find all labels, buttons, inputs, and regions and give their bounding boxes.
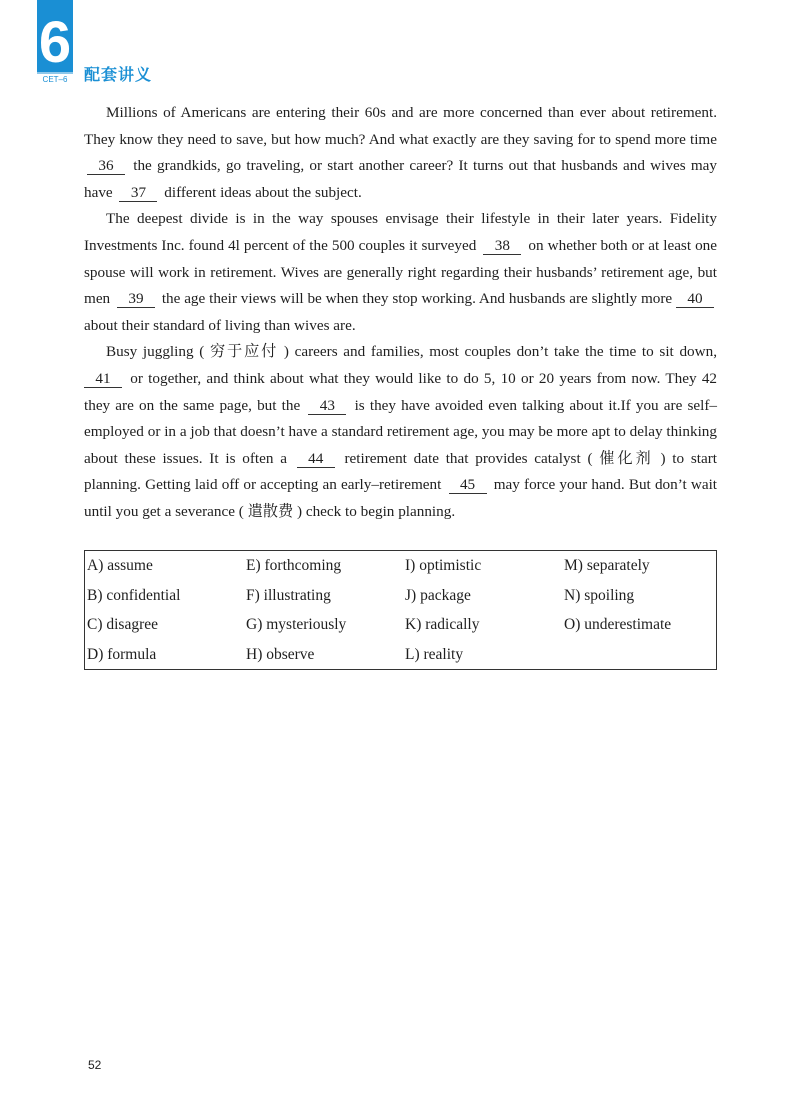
text-run: on whether both or at least one spouse will work in retirement. Wives are generally right regarding their husbands’ retirement age, but men	[84, 236, 718, 308]
text-run: may force your hand. But don’t wait until you get a severance ( 遣散费 ) check to begin planning.	[84, 476, 718, 520]
paragraph-2	[84, 206, 717, 339]
option-n: N) spoiling	[564, 586, 635, 604]
blank-36: 36	[87, 158, 125, 175]
blank-39: 39	[117, 291, 155, 308]
option-empty	[562, 640, 716, 670]
passage	[84, 100, 717, 526]
text-run: The deepest divide is in the way spouses envisage their lifestyle in their later years. Fidelity Investments Inc. found 4l percent of the 500 couples it surveyed	[84, 210, 717, 254]
blank-44: 44	[297, 451, 335, 468]
blank-38: 38	[483, 238, 521, 255]
blank-45: 45	[449, 477, 487, 494]
option-l: L) reality	[405, 645, 464, 663]
text-run: about their standard of living than wives are.	[84, 316, 356, 334]
option-i: I) optimistic	[405, 557, 482, 574]
chapter-tab	[37, 0, 73, 86]
option-k: K) radically	[405, 616, 480, 633]
word-bank	[84, 550, 717, 670]
text-run: the grandkids, go traveling, or start another career? It turns out that husbands and wives may have	[84, 157, 717, 201]
option-e: E) forthcoming	[246, 557, 342, 574]
chapter-number: 6	[38, 10, 72, 75]
text-run: Busy juggling ( 穷于应付 ) careers and families, most couples don’t take the time to sit down,	[106, 343, 717, 361]
option-c: C) disagree	[87, 616, 159, 633]
option-a: A) assume	[87, 557, 153, 574]
text-run: retirement date that provides catalyst ( 催化剂 ) to start planning. Getting laid off or accepting an early–retirement	[84, 449, 718, 494]
option-h: H) observe	[246, 645, 315, 663]
paragraph-3	[84, 339, 717, 525]
text-run: Millions of Americans are entering their 60s and are more concerned than ever about retirement. They know they need to save, but how much? And what exactly are they saving for to spend more time	[84, 104, 717, 148]
chapter-tab-graphic	[37, 0, 73, 86]
header-title: 配套讲义	[84, 65, 153, 84]
text-run: is they have avoided even talking about it.If you are self–employed or in a job that doesn’t have a standard retirement age, you may be more apt to delay thinking about these issues. It is often a	[84, 396, 718, 467]
exam-label: CET–6	[42, 75, 68, 84]
text-run: the age their views will be when they stop working. And husbands are slightly more	[161, 290, 673, 308]
paragraph-1	[84, 100, 717, 206]
blank-41: 41	[84, 371, 122, 388]
option-j: J) package	[405, 586, 471, 604]
option-m: M) separately	[564, 557, 650, 574]
option-d: D) formula	[87, 645, 157, 663]
text-run: or together, and think about what they would like to do 5, 10 or 20 years from now. They 42 they are on the same page, but the	[84, 369, 718, 414]
blank-40: 40	[676, 291, 714, 308]
option-g: G) mysteriously	[246, 616, 347, 633]
blank-37: 37	[119, 185, 157, 202]
option-o: O) underestimate	[564, 616, 672, 633]
page-number: 52	[88, 1058, 102, 1072]
text-run: different ideas about the subject.	[164, 183, 362, 201]
option-f: F) illustrating	[246, 586, 331, 604]
blank-43: 43	[308, 398, 346, 415]
option-b: B) confidential	[87, 586, 181, 604]
